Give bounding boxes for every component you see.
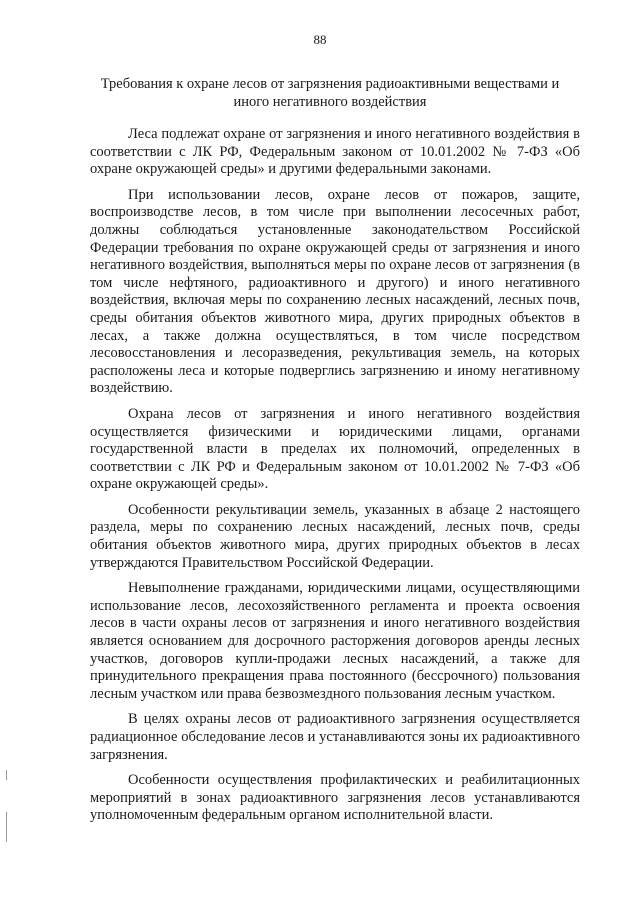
- paragraph: В целях охраны лесов от радиоактивного загрязнения осуществляется радиационное обследование лесов и устанавливаются зоны их радиоактивного загрязнения.: [90, 711, 580, 763]
- paragraph: Особенности рекультивации земель, указанных в абзаце 2 настоящего раздела, меры по сохранению лесных насаждений, лесных почв, среды обитания объектов животного мира, других природных объектов в лесах утверждаются Правительством Российской Федерации.: [90, 501, 580, 571]
- scan-edge-mark: [6, 812, 7, 842]
- paragraph: Невыполнение гражданами, юридическими лицами, осуществляющими использование лесов, лесохозяйственного регламента и проекта освоения лесов в части охраны лесов от загрязнения и иного негативного воздействия является основанием для досрочного расторжения договоров аренды лесных участков, договоров купли-продажи лесных насаждений, а также для принудительного прекращения права постоянного (бессрочного) пользования лесным участком или права безвозмездного пользования лесным участком.: [90, 580, 580, 702]
- paragraph: Леса подлежат охране от загрязнения и иного негативного воздействия в соответствии с ЛК РФ, Федеральным законом от 10.01.2002 № 7-ФЗ «Об охране окружающей среды» и другими федеральными законами.: [90, 126, 580, 178]
- paragraph: Охрана лесов от загрязнения и иного негативного воздействия осуществляется физическими и юридическими лицами, органами государственной власти в пределах их полномочий, определенных в соответствии с ЛК РФ и Федеральным законом от 10.01.2002 № 7-ФЗ «Об охране окружающей среды».: [90, 405, 580, 493]
- paragraph: При использовании лесов, охране лесов от пожаров, защите, воспроизводстве лесов, в том числе при выполнении лесосечных работ, должны соблюдаться установленные законодательством Российской Федерации требования по охране окружающей среды от загрязнения и иного негативного воздействия, выполняться меры по охране лесов от загрязнения (в том числе нефтяного, радиоактивного и другого) и иного негативного воздействия, включая меры по сохранению лесных насаждений, лесных почв, среды обитания объектов животного мира, других природных объектов в лесах, а также должна осуществляться, в том числе посредством лесовосстановления и лесоразведения, рекультивация земель, на которых расположены леса и которые подверглись загрязнению и иному негативному воздействию.: [90, 186, 580, 397]
- section-title: [90, 76, 570, 111]
- title-line: иного негативного воздействия: [233, 93, 427, 110]
- title-line: Требования к охране лесов от загрязнения радиоактивными веществами и: [100, 76, 560, 92]
- scan-edge-mark: [6, 770, 7, 780]
- body-text: [90, 126, 580, 833]
- page-number: 88: [313, 32, 327, 47]
- paragraph: Особенности осуществления профилактических и реабилитационных мероприятий в зонах радиоактивного загрязнения лесов устанавливаются уполномоченным федеральным органом исполнительной власти.: [90, 772, 580, 824]
